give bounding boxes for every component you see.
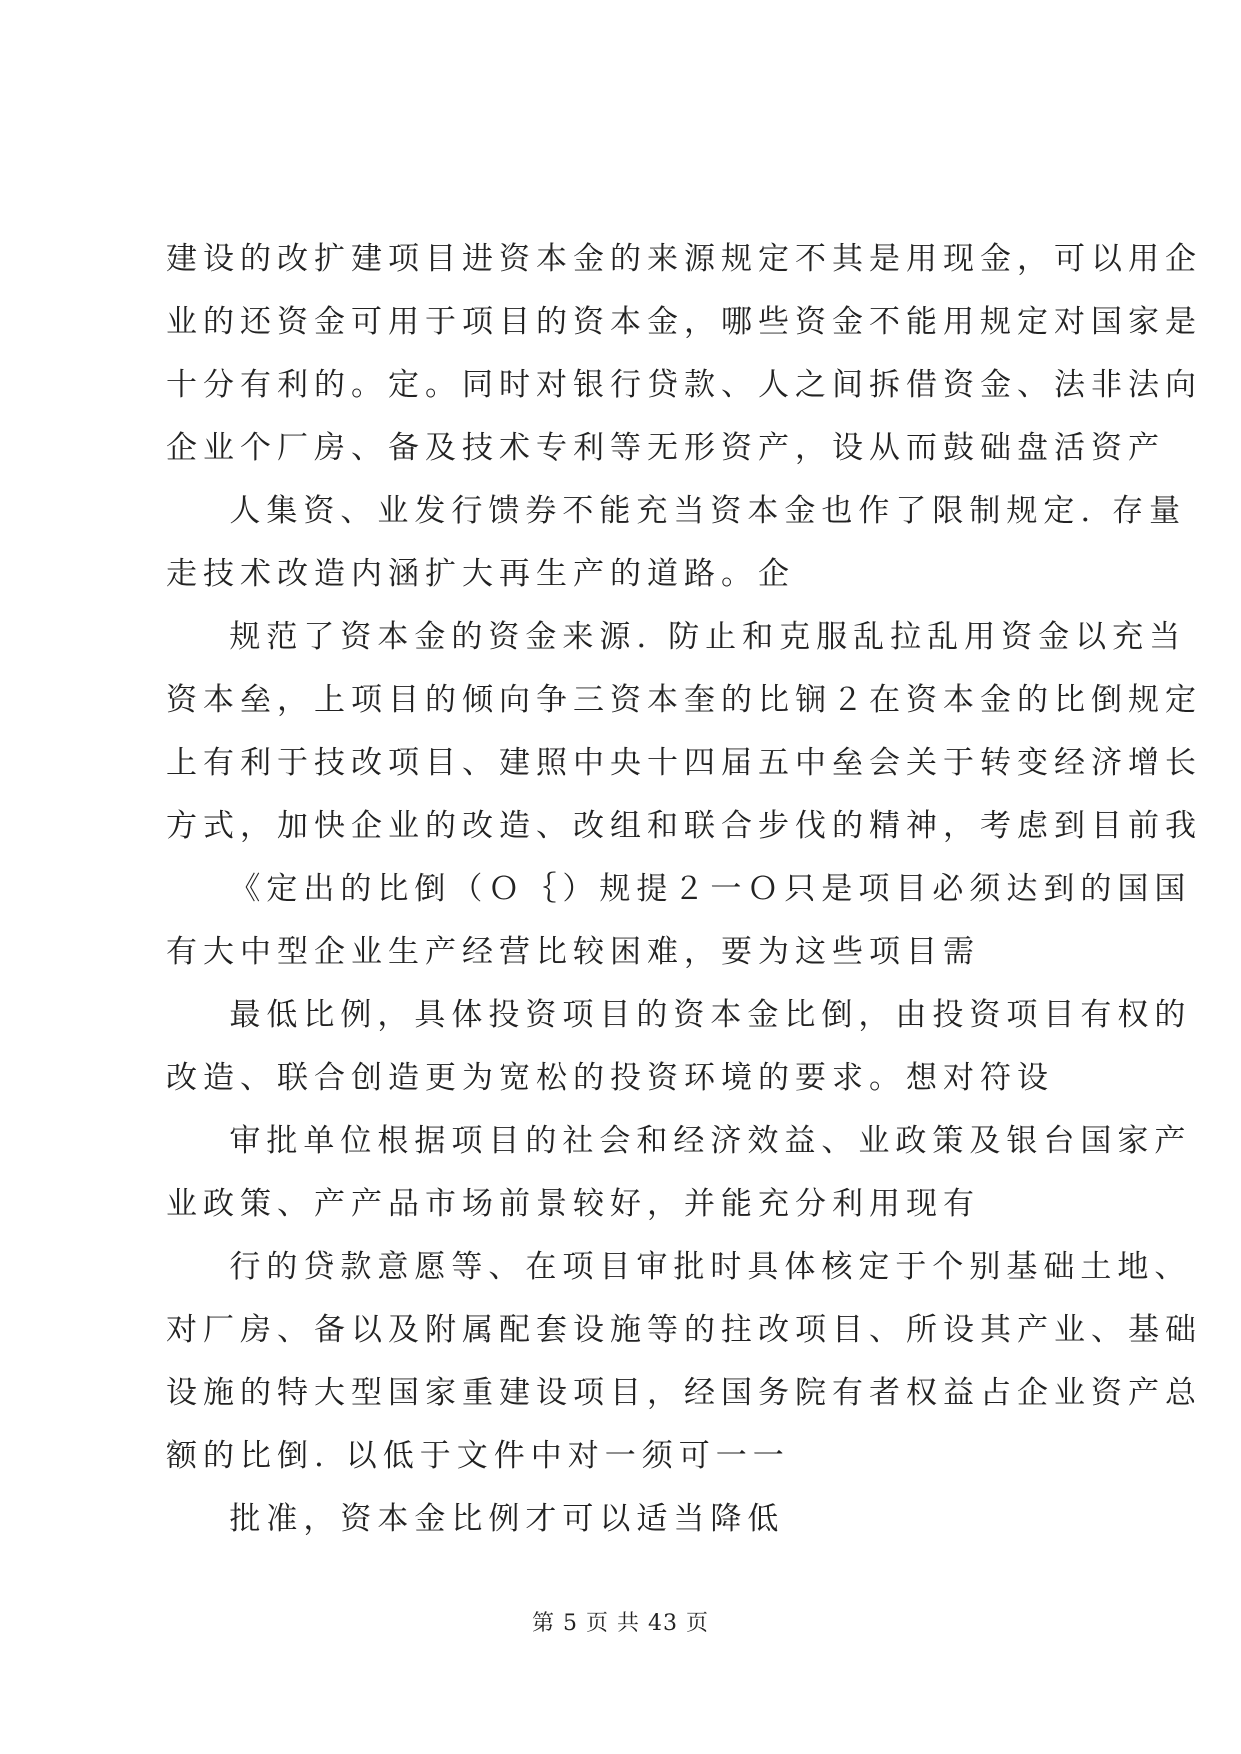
text-line: 业的还资金可用于项目的资本金，哪些资金不能用规定对国家是: [166, 304, 1202, 340]
text-line: 设施的特大型国家重建设项目，经国务院有者权益占企业资产总: [166, 1375, 1202, 1411]
text-line: 审批单位根据项目的社会和经济效益、业政策及银台国家产: [166, 1123, 1192, 1159]
text-line: 规范了资本金的资金来源. 防止和克服乱拉乱用资金以充当: [166, 619, 1187, 655]
text-line: 改造、联合创造更为宽松的投资环境的要求。想对符设: [166, 1060, 1054, 1096]
text-line: 建设的改扩建项目进资本金的来源规定不其是用现金，可以用企: [166, 241, 1202, 277]
text-line: 对厂房、备以及附属配套设施等的拄改项目、所设其产业、基础: [166, 1312, 1202, 1348]
text-line: 行的贷款意愿等、在项目审批时具体核定于个别基础土地、: [166, 1249, 1192, 1285]
text-line: 上有利于技改项目、建照中央十四届五中垒会关于转变经济增长: [166, 745, 1202, 781]
text-line: 资本垒，上项目的倾向争三资本奎的比锎２在资本金的比倒规定: [166, 682, 1202, 718]
text-line: 十分有利的。定。同时对银行贷款、人之间拆借资金、法非法向: [166, 367, 1202, 403]
text-line: 最低比例，具体投资项目的资本金比倒，由投资项目有权的: [166, 997, 1192, 1033]
text-line: 有大中型企业生产经营比较困难，要为这些项目需: [166, 934, 980, 970]
text-line: 企业个厂房、备及技术专利等无形资产，设从而鼓础盘活资产: [166, 430, 1165, 466]
text-line: 方式，加快企业的改造、改组和联合步伐的精神，考虑到目前我: [166, 808, 1202, 844]
text-line: 走技术改造内涵扩大再生产的道路。企: [166, 556, 795, 592]
text-line: 额的比倒. 以低于文件中对一须可一一: [166, 1438, 790, 1474]
page-number-footer: 第 5 页 共 43 页: [532, 1611, 709, 1636]
text-line: 业政策、产产品市场前景较好，并能充分利用现有: [166, 1186, 980, 1222]
text-line: 《定出的比倒（Ｏ｛）规提２一Ｏ只是项目必须达到的国国: [166, 871, 1192, 907]
text-line: 人集资、业发行馈券不能充当资本金也作了限制规定. 存量: [166, 493, 1187, 529]
text-line: 批准，资本金比例才可以适当降低: [166, 1501, 785, 1537]
document-body: [166, 228, 1202, 1551]
